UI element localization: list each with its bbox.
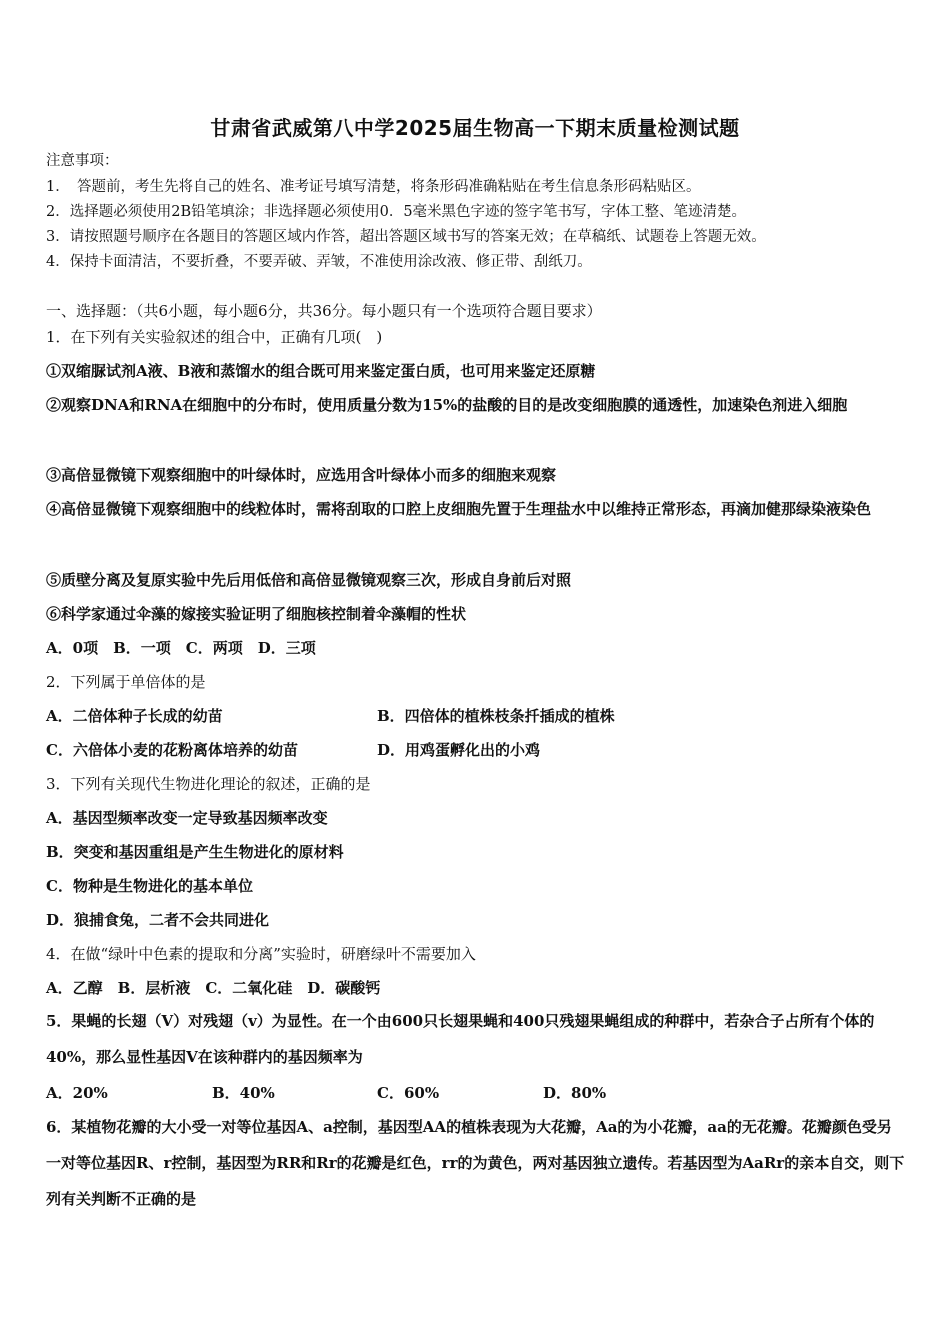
q1-statement-1: ①双缩脲试剂A液、B液和蒸馏水的组合既可用来鉴定蛋白质，也可用来鉴定还原糖	[46, 362, 596, 380]
notice-item-3: 3．请按照题号顺序在各题目的答题区域内作答，超出答题区域书写的答案无效；在草稿纸、试题卷上答题无效。	[46, 229, 766, 245]
q6-stem: 6．某植物花瓣的大小受一对等位基因A、a控制，基因型AA的植株表现为大花瓣，Aa的为小花瓣，aa的无花瓣。花瓣颜色受另一对等位基因R、r控制，基因型为RR和Rr的花瓣是红色，rr的为黄色，两对基因独立遗传。若基因型为AaRr的亲本自交，则下列有关判断不正确的是	[46, 1118, 905, 1208]
q1-statement-6: ⑥科学家通过伞藻的嫁接实验证明了细胞核控制着伞藻帽的性状	[46, 605, 467, 623]
notice-heading: 注意事项：	[46, 153, 119, 169]
q1-options: A．0项 B．一项 C．两项 D．三项	[46, 639, 316, 657]
q3-stem: 3．下列有关现代生物进化理论的叙述，正确的是	[46, 775, 371, 793]
page-title: 甘肃省武威第八中学2025届生物高一下期末质量检测试题	[210, 116, 740, 140]
notice-item-2: 2．选择题必须使用2B铅笔填涂；非选择题必须使用0．5毫米黑色字迹的签字笔书写，字体工整、笔迹清楚。	[46, 204, 747, 220]
q3-option-a: A．基因型频率改变一定导致基因频率改变	[46, 809, 328, 827]
q5-option-a: A．20%	[46, 1084, 108, 1102]
q4-stem: 4．在做“绿叶中色素的提取和分离”实验时，研磨绿叶不需要加入	[46, 945, 476, 963]
q1-statement-4: ④高倍显微镜下观察细胞中的线粒体时，需将刮取的口腔上皮细胞先置于生理盐水中以维持正常形态，再滴加健那绿染液染色	[46, 500, 872, 518]
q5-stem: 5．果蝇的长翅（V）对残翅（v）为显性。在一个由600只长翅果蝇和400只残翅果蝇组成的种群中，若杂合子占所有个体的40%，那么显性基因V在该种群内的基因频率为	[46, 1012, 875, 1066]
q2-option-b: B．四倍体的植株枝条扦插成的植株	[377, 707, 615, 725]
section-heading: 一、选择题：（共6小题，每小题6分，共36分。每小题只有一个选项符合题目要求）	[46, 302, 602, 320]
q1-statement-3: ③高倍显微镜下观察细胞中的叶绿体时，应选用含叶绿体小而多的细胞来观察	[46, 466, 557, 484]
q1-statement-2: ②观察DNA和RNA在细胞中的分布时，使用质量分数为15%的盐酸的目的是改变细胞膜的通透性，加速染色剂进入细胞	[46, 396, 848, 414]
q2-option-d: D．用鸡蛋孵化出的小鸡	[377, 741, 541, 759]
q3-option-c: C．物种是生物进化的基本单位	[46, 877, 253, 895]
q1-stem: 1．在下列有关实验叙述的组合中，正确有几项( )	[46, 328, 383, 346]
q2-option-a: A．二倍体种子长成的幼苗	[46, 707, 223, 725]
q3-option-b: B．突变和基因重组是产生生物进化的原材料	[46, 843, 344, 861]
q1-statement-5: ⑤质壁分离及复原实验中先后用低倍和高倍显微镜观察三次，形成自身前后对照	[46, 571, 572, 589]
q3-option-d: D．狼捕食兔，二者不会共同进化	[46, 911, 270, 929]
notice-item-4: 4．保持卡面清洁，不要折叠，不要弄破、弄皱，不准使用涂改液、修正带、刮纸刀。	[46, 254, 592, 270]
q4-options: A．乙醇 B．层析液 C．二氧化硅 D．碳酸钙	[46, 979, 381, 997]
q2-stem: 2．下列属于单倍体的是	[46, 673, 206, 691]
q2-option-c: C．六倍体小麦的花粉离体培养的幼苗	[46, 741, 298, 759]
notice-item-1: 1． 答题前，考生先将自己的姓名、准考证号填写清楚，将条形码准确粘贴在考生信息条形码粘贴区。	[46, 179, 701, 195]
q5-option-d: D．80%	[543, 1084, 607, 1102]
q5-option-c: C．60%	[377, 1084, 440, 1102]
q5-option-b: B．40%	[212, 1084, 275, 1102]
